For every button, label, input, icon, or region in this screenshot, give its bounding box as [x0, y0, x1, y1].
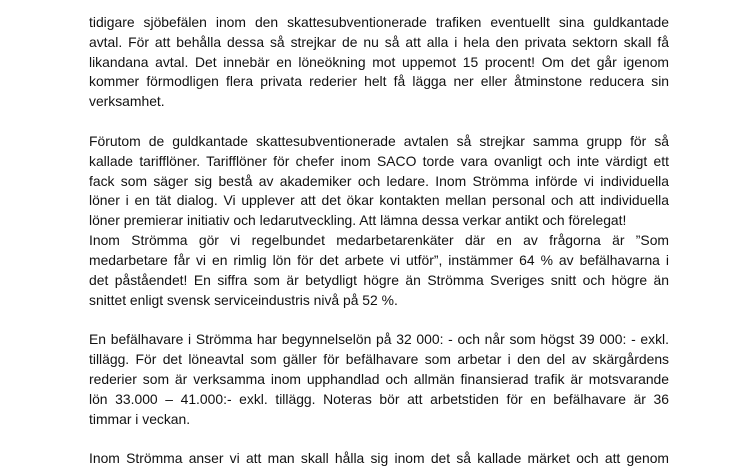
text-line: En befälhavare i Strömma har begynnelselön på 32 000: - och når som högst 39 000: - exkl.: [89, 331, 669, 348]
text-line: kallade tarifflöner. Tarifflöner för chefer inom SACO torde vara ovanligt och inte värdigt ett: [89, 152, 669, 169]
text-line: löner i en tät dialog. Vi upplever att det ökar kontakten mellan personal och att individuella: [89, 192, 669, 209]
text-line: det påståendet! En siffra som är betydligt högre än Strömma Sveriges snitt och högre än: [89, 271, 669, 288]
text-line: medarbetare får vi en rimlig lön för det arbete vi utför”, instämmer 64 % av befälhavarna i: [89, 251, 669, 268]
paragraph-märket: [89, 449, 669, 469]
paragraph-spacer: [89, 112, 669, 132]
text-line: tillägg. För det löneavtal som gäller för befälhavare som arbetar i den del av skärgårdens: [89, 351, 669, 368]
text-line: Inom Strömma gör vi regelbundet medarbetarenkäter där en av frågorna är ”Som: [89, 232, 669, 249]
paragraph-spacer: [89, 311, 669, 331]
text-line: tidigare sjöbefälen inom den skattesubventionerade trafiken eventuellt sina guldkantade: [89, 13, 669, 30]
text-line: fack som säger sig bestå av akademiker och ledare. Inom Strömma införde vi individuella: [89, 172, 669, 189]
text-line: kommer förmodligen flera privata rederier helt få lägga ner eller åtminstone reducera sin: [89, 73, 669, 90]
text-line: snittet enligt svensk serviceindustris nivå på 52 %.: [89, 291, 398, 308]
text-line: verksamhet.: [89, 93, 165, 110]
paragraph-guldkantade-avtal: [89, 13, 669, 112]
text-line: Förutom de guldkantade skattesubventionerade avtalen så strejkar samma grupp för så: [89, 132, 669, 149]
text-line: lön 33.000 – 41.000:- exkl. tillägg. Noteras bör att arbetstiden för en befälhavare är 36: [89, 390, 669, 407]
paragraph-tarifflöner: [89, 132, 669, 311]
text-line: Inom Strömma anser vi att man skall hålla sig inom det så kallade märket och att genom: [89, 450, 669, 467]
text-line: timmar i veckan.: [89, 410, 191, 427]
body-text: [89, 0, 669, 469]
text-line: löner premierar initiativ och ledarutveckling. Att lämna dessa verkar antikt och förelegat!: [89, 212, 627, 229]
text-line: rederier som är verksamma inom upphandlad och allmän finansierad trafik är motsvarande: [89, 371, 669, 388]
text-line: avtal. För att behålla dessa så strejkar de nu så att alla i hela den privata sektorn skall få: [89, 33, 669, 50]
partial-top-line: [89, 0, 669, 13]
paragraph-spacer: [89, 430, 669, 450]
text-line: likandana avtal. Det innebär en löneökning mot uppemot 15 procent! Om det går igenom: [89, 53, 669, 70]
paragraph-befälhavare-lön: [89, 330, 669, 429]
